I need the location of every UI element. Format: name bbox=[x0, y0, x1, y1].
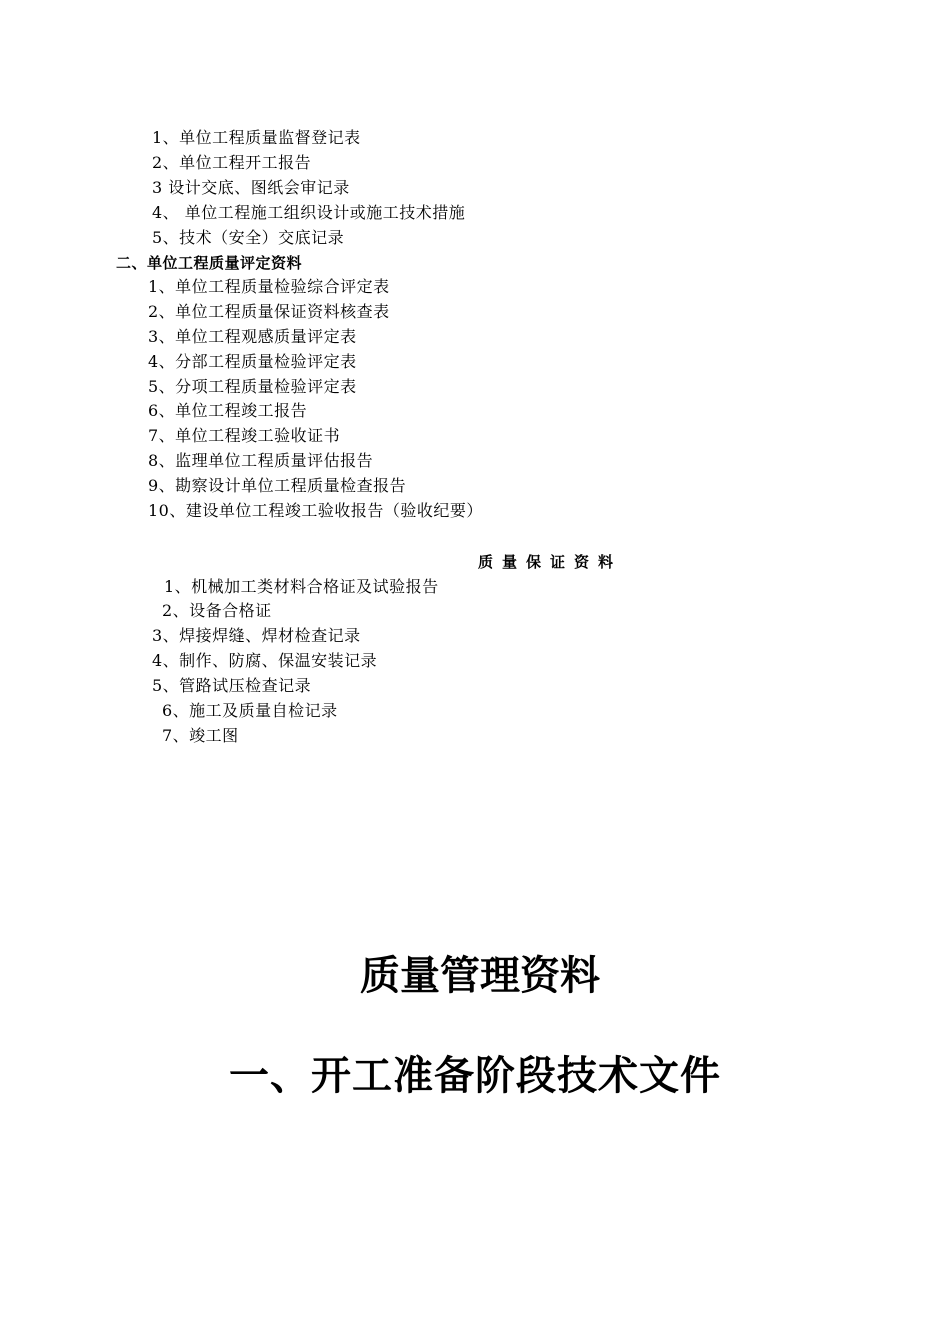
list-item: 9、勘察设计单位工程质量检查报告 bbox=[148, 476, 407, 495]
list-item: 7、单位工程竣工验收证书 bbox=[148, 426, 341, 445]
list-item: 2、设备合格证 bbox=[162, 601, 272, 620]
list-item: 4、制作、防腐、保温安装记录 bbox=[152, 651, 378, 670]
list-item: 2、单位工程质量保证资料核查表 bbox=[148, 302, 390, 321]
section-heading: 质量保证资料 bbox=[478, 553, 623, 571]
list-item: 3、焊接焊缝、焊材检查记录 bbox=[152, 626, 361, 645]
list-item: 6、施工及质量自检记录 bbox=[162, 701, 338, 720]
page-title: 质量管理资料 bbox=[360, 953, 600, 999]
list-item: 3 设计交底、图纸会审记录 bbox=[152, 178, 350, 197]
list-item: 7、竣工图 bbox=[162, 726, 239, 745]
list-item: 3、单位工程观感质量评定表 bbox=[148, 327, 357, 346]
list-item: 5、技术（安全）交底记录 bbox=[152, 228, 345, 247]
list-item: 4、分部工程质量检验评定表 bbox=[148, 352, 357, 371]
list-item: 1、单位工程质量检验综合评定表 bbox=[148, 277, 390, 296]
list-item: 1、机械加工类材料合格证及试验报告 bbox=[164, 577, 439, 596]
list-item: 5、管路试压检查记录 bbox=[152, 676, 312, 695]
list-item: 10、建设单位工程竣工验收报告（验收纪要） bbox=[148, 501, 483, 520]
page-subtitle: 一、开工准备阶段技术文件 bbox=[229, 1053, 721, 1099]
list-item: 4、 单位工程施工组织设计或施工技术措施 bbox=[152, 203, 466, 222]
list-item: 5、分项工程质量检验评定表 bbox=[148, 377, 357, 396]
list-item: 6、单位工程竣工报告 bbox=[148, 401, 308, 420]
list-item: 8、监理单位工程质量评估报告 bbox=[148, 451, 374, 470]
list-item: 2、单位工程开工报告 bbox=[152, 153, 312, 172]
section-heading: 二、单位工程质量评定资料 bbox=[116, 254, 303, 272]
list-item: 1、单位工程质量监督登记表 bbox=[152, 128, 361, 147]
